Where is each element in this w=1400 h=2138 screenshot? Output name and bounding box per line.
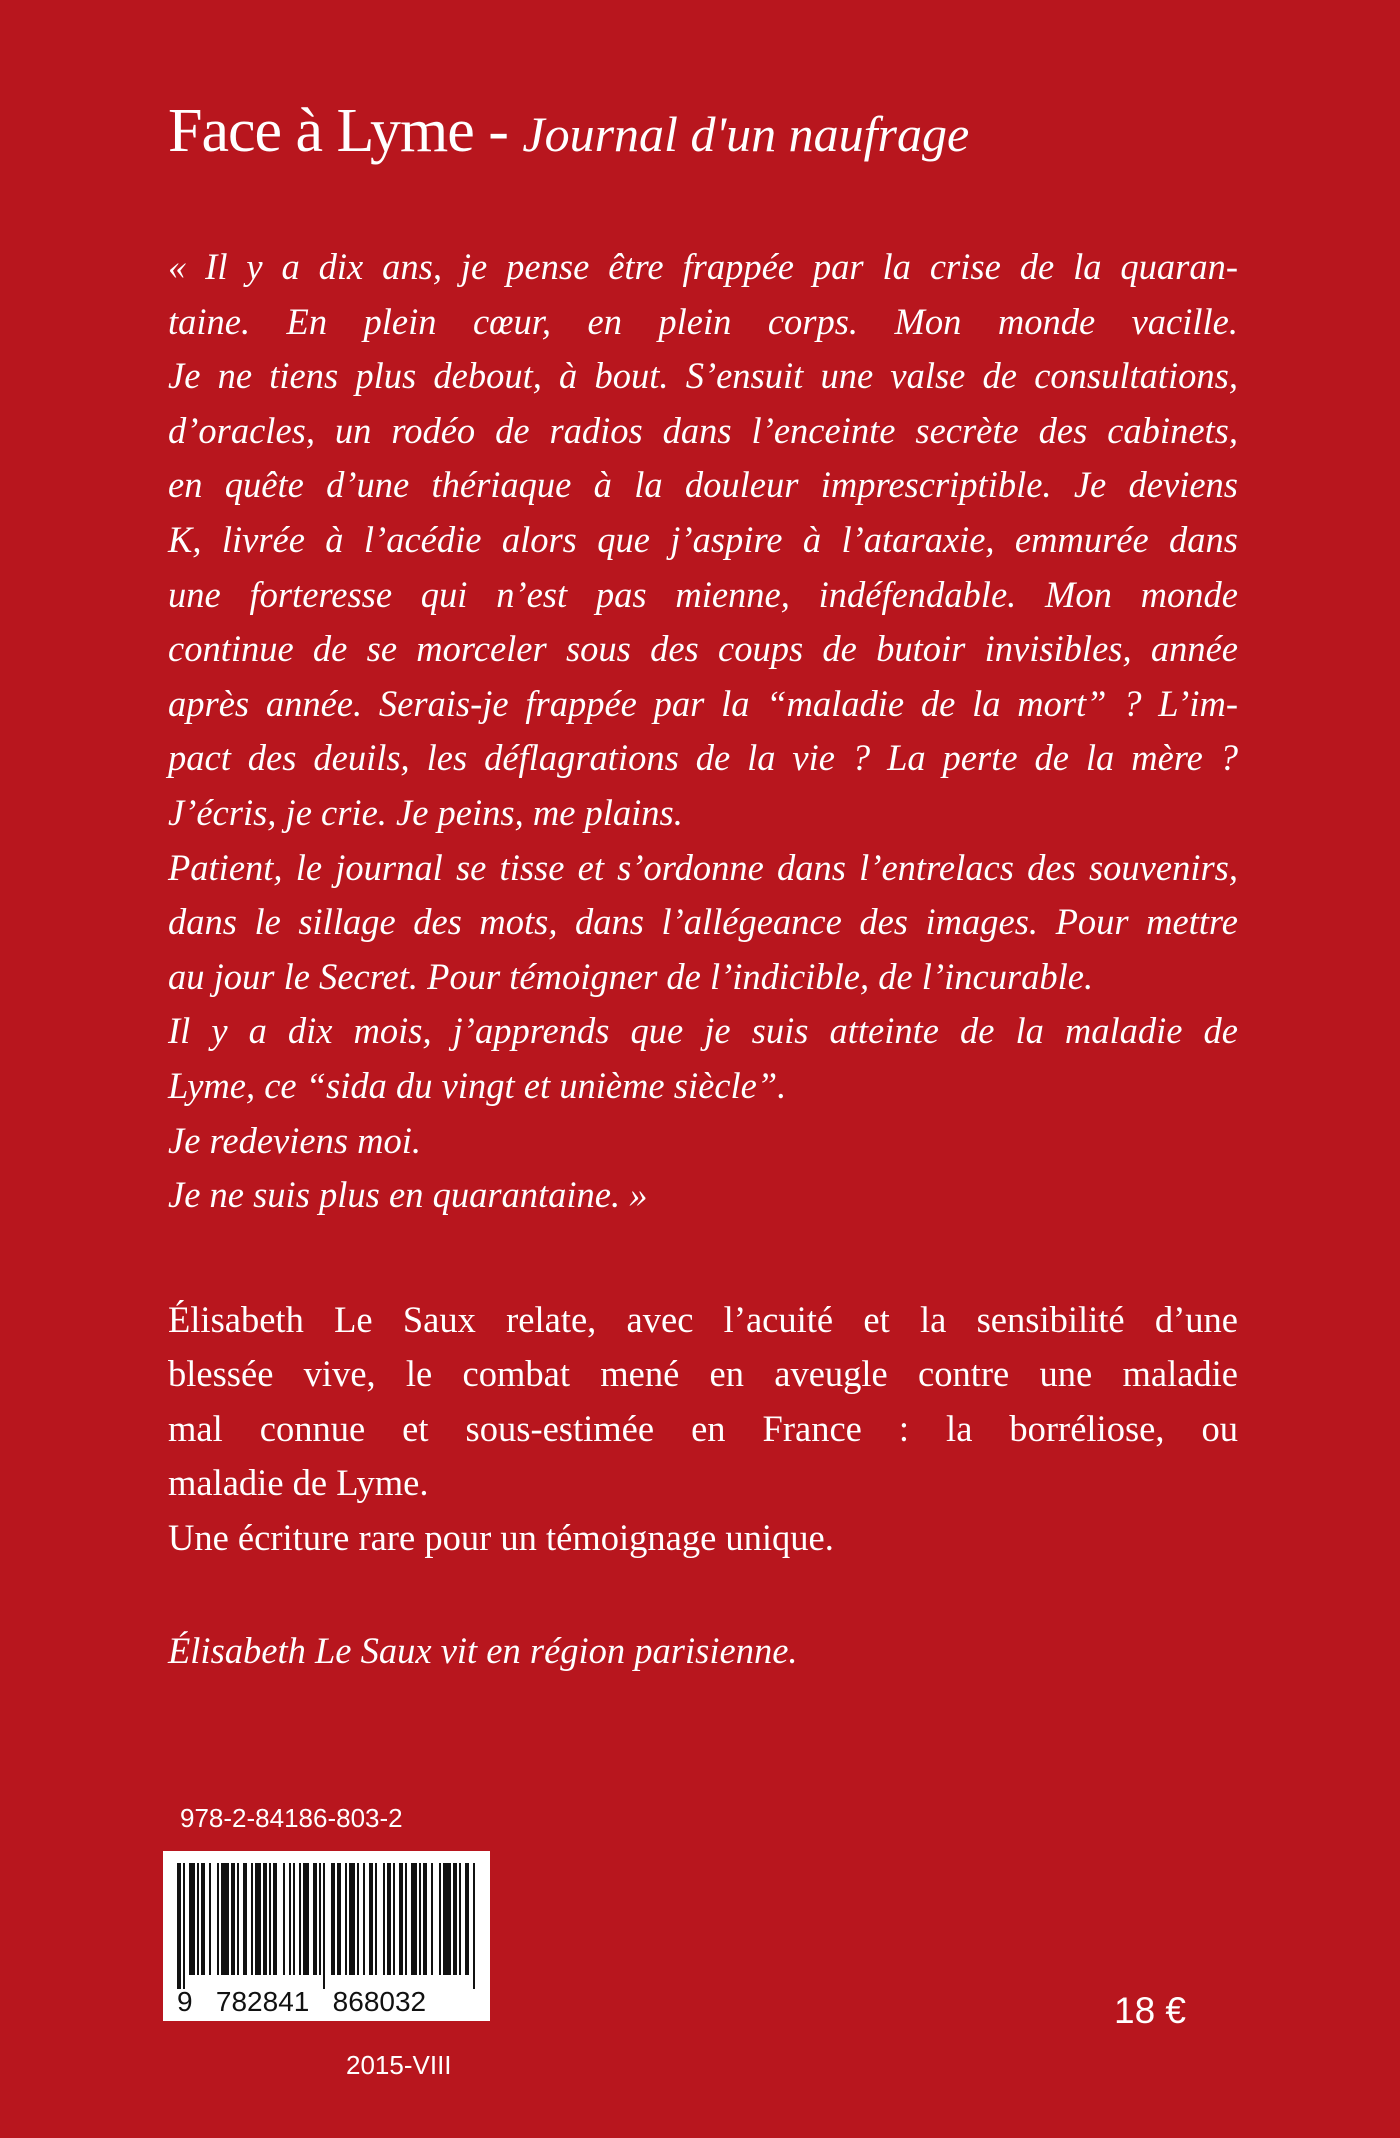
description-line: Une écriture rare pour un témoignage unique.: [168, 1516, 834, 1558]
barcode-bar: [313, 1863, 317, 1975]
barcode-bar: [283, 1863, 285, 1975]
barcode-bar: [289, 1863, 291, 1975]
quote-line: J’écris, je crie. Je peins, me plains.: [168, 791, 683, 833]
barcode-bar: [345, 1863, 347, 1975]
barcode-bar: [419, 1863, 421, 1975]
barcode-bar: [201, 1863, 205, 1975]
barcode-bar: [197, 1863, 199, 1975]
barcode-bar: [323, 1863, 325, 1989]
quote-line: d’oracles, un rodéo de radios dans l’enceinte secrète des cabinets,: [168, 409, 1238, 451]
quote-line: K, livrée à l’acédie alors que j’aspire à l’ataraxie, emmurée dans: [168, 518, 1238, 560]
barcode-bar: [383, 1863, 385, 1975]
quote-line: Je ne tiens plus debout, à bout. S’ensuit une valse de consultations,: [168, 355, 1238, 397]
quote-line: Je redeviens moi.: [168, 1119, 422, 1161]
barcode-bar: [269, 1863, 271, 1975]
barcode-bar: [217, 1863, 219, 1975]
barcode-bar: [189, 1863, 195, 1975]
quote-line: continue de se morceler sous des coups de butoir invisibles, année: [168, 628, 1238, 670]
barcode-bar: [439, 1863, 441, 1975]
barcode-bar: [337, 1863, 341, 1975]
barcode-bar: [375, 1863, 377, 1975]
barcode-bar: [393, 1863, 395, 1975]
barcode-bar: [237, 1863, 239, 1975]
barcode-bar: [183, 1863, 185, 1989]
barcode-bars: [163, 1851, 490, 2021]
barcode-bar: [331, 1863, 335, 1975]
quote-line: pact des deuils, les déflagrations de la vie ? La perte de la mère ?: [168, 737, 1238, 779]
quote-line: une forteresse qui n’est pas mienne, indéfendable. Mon monde: [168, 573, 1238, 615]
edition-code: 2015-VIII: [346, 2050, 452, 2080]
barcode-bar: [369, 1863, 373, 1975]
description-block: [168, 1293, 1238, 1565]
quote-line: dans le sillage des mots, dans l’allégeance des images. Pour mettre: [168, 901, 1238, 943]
barcode-bar: [411, 1863, 417, 1975]
barcode-bar: [465, 1863, 469, 1975]
quote-block: [168, 240, 1238, 1223]
barcode-bar: [263, 1863, 267, 1975]
quote-line: taine. En plein cœur, en plein corps. Mon monde vacille.: [168, 300, 1238, 342]
barcode-bar: [231, 1863, 235, 1975]
barcode-bar: [221, 1863, 229, 1975]
barcode-bar: [459, 1863, 461, 1975]
barcode-bar: [319, 1863, 321, 1975]
quote-line: Je ne suis plus en quarantaine. »: [168, 1174, 648, 1216]
barcode-bar: [431, 1863, 433, 1975]
barcode-bar: [251, 1863, 253, 1975]
barcode-bar: [349, 1863, 355, 1975]
description-line: blessée vive, le combat mené en aveugle contre une maladie: [168, 1353, 1238, 1395]
barcode-bar: [405, 1863, 407, 1975]
title-subtitle: Journal d'un naufrage: [522, 106, 970, 162]
barcode-bar: [177, 1863, 181, 1989]
barcode-bar: [453, 1863, 457, 1975]
barcode: [163, 1851, 490, 2021]
barcode-digits: 9 782841 868032: [177, 1986, 427, 2017]
barcode-bar: [243, 1863, 247, 1975]
barcode-bar: [357, 1863, 359, 1975]
barcode-bar: [363, 1863, 365, 1975]
author-note: Élisabeth Le Saux vit en région parisienne.: [168, 1630, 798, 1671]
barcode-bar: [209, 1863, 211, 1975]
barcode-bar: [423, 1863, 427, 1975]
quote-line: Lyme, ce “sida du vingt et unième siècle”.: [168, 1064, 787, 1106]
barcode-bar: [387, 1863, 391, 1975]
barcode-bar: [399, 1863, 403, 1975]
quote-line: après année. Serais-je frappée par la “maladie de la mort” ? L’im-: [168, 682, 1238, 724]
quote-line: « Il y a dix ans, je pense être frappée par la crise de la quaran-: [168, 246, 1238, 287]
quote-line: au jour le Secret. Pour témoigner de l’indicible, de l’incurable.: [168, 955, 1094, 997]
description-line: mal connue et sous-estimée en France : la borréliose, ou: [168, 1407, 1238, 1449]
quote-line: en quête d’une thériaque à la douleur imprescriptible. Je deviens: [168, 464, 1238, 506]
book-title: [168, 97, 970, 165]
quote-line: Il y a dix mois, j’apprends que je suis atteinte de la maladie de: [168, 1010, 1238, 1052]
barcode-bar: [293, 1863, 295, 1975]
barcode-bar: [255, 1863, 261, 1975]
barcode-bar: [303, 1863, 309, 1975]
price: 18 €: [1114, 1990, 1187, 2031]
quote-line: Patient, le journal se tisse et s’ordonne dans l’entrelacs des souvenirs,: [168, 846, 1238, 888]
barcode-bar: [273, 1863, 277, 1975]
barcode-bar: [473, 1863, 475, 1989]
description-line: maladie de Lyme.: [168, 1462, 429, 1504]
barcode-bar: [299, 1863, 301, 1975]
title-main: Face à Lyme -: [168, 97, 523, 165]
barcode-bar: [443, 1863, 451, 1975]
isbn-number: 978-2-84186-803-2: [180, 1803, 403, 1833]
description-line: Élisabeth Le Saux relate, avec l’acuité et la sensibilité d’une: [168, 1299, 1238, 1340]
